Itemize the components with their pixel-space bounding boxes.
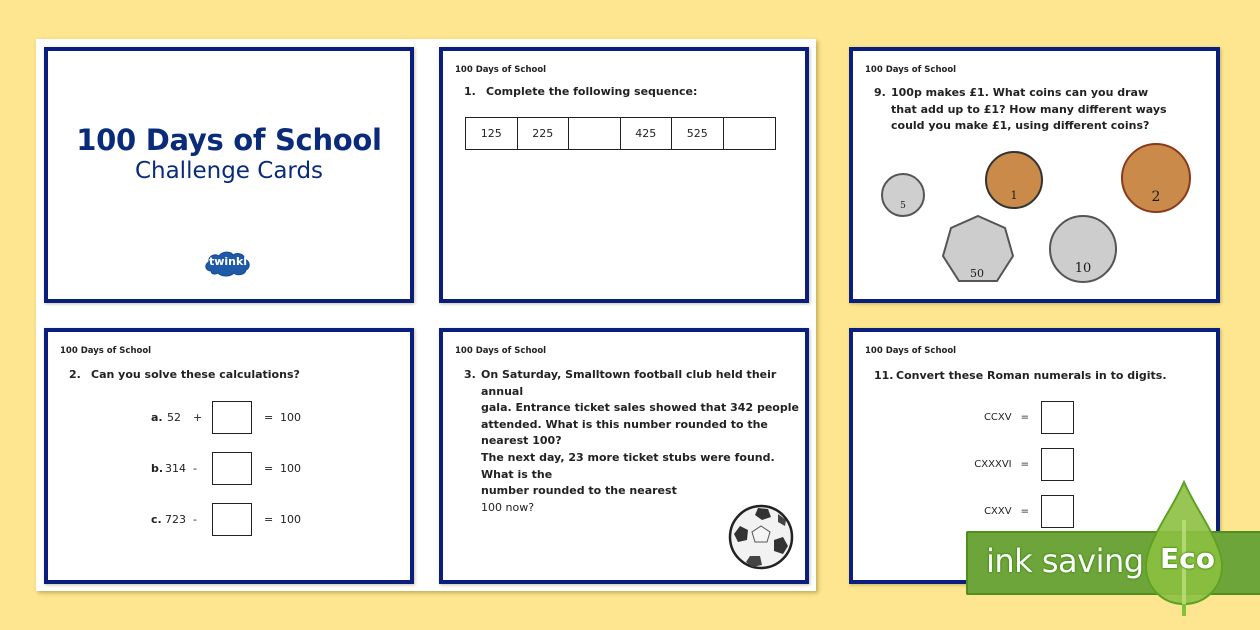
coin-1p-icon [985,151,1043,209]
answer-box[interactable] [1041,495,1074,528]
card-header: 100 Days of School [865,346,957,356]
sequence-cell-blank[interactable] [724,118,776,149]
logo-text: twinkl [208,255,248,268]
row-result: 100 [280,462,301,475]
text-line: 100 now? [481,500,535,514]
sequence-cell: 425 [621,118,673,149]
row-label: b. [151,462,164,475]
coin-5p-icon [881,173,925,217]
row-operand: 52 [167,411,181,424]
coin-value: 10 [1074,261,1092,276]
roman-row-3 [984,495,1074,528]
text-line: On Saturday, Smalltown football club held their annual [481,368,777,398]
question-9-text [891,85,1211,135]
card-header: 100 Days of School [60,346,152,356]
coin-value-50: 50 [970,267,984,280]
question-3-text [481,367,811,450]
roman-equals: = [1020,459,1029,470]
coin-value: 2 [1151,189,1161,205]
question-text: Complete the following sequence: [486,85,698,98]
answer-box[interactable] [212,452,252,485]
question-1 [464,84,697,101]
answer-box[interactable] [1041,448,1074,481]
card-header: 100 Days of School [455,346,547,356]
roman-equals: = [1020,412,1029,423]
row-equals: = [264,513,274,526]
challenge-card-9 [849,47,1220,303]
text-line: The next day, 23 more ticket stubs were found. What is the [481,451,775,481]
question-11 [874,368,1167,385]
eco-label: Eco [1160,542,1215,575]
roman-row-1 [984,401,1074,434]
ink-saving-label: ink saving [986,542,1144,580]
coin-10p-icon [1049,215,1117,283]
sequence-cell: 125 [466,118,518,149]
roman-row-2 [974,448,1074,481]
card-header: 100 Days of School [865,65,957,75]
text-line: that add up to £1? How many different ways [891,102,1167,116]
sequence-boxes [465,117,776,150]
row-label: a. [151,411,163,424]
question-number: 1. [464,85,476,98]
answer-box[interactable] [1041,401,1074,434]
roman-numeral: CCXV [983,412,1012,423]
calc-row-b [151,452,301,485]
row-operator: + [193,411,203,424]
row-operator: - [193,462,197,475]
question-3-number: 3. [464,368,476,381]
row-equals: = [264,462,274,475]
text-line: number rounded to the nearest [481,484,677,497]
cover-subtitle: Challenge Cards [134,158,324,184]
row-label: c. [151,513,162,526]
question-2 [69,367,300,384]
row-equals: = [264,411,274,424]
calc-row-c [151,503,301,536]
challenge-card-1 [439,47,809,303]
question-text: Can you solve these calculations? [91,368,300,381]
cover-title: 100 Days of School [76,123,382,157]
challenge-card-2 [44,328,414,584]
question-number: 2. [69,368,81,381]
sequence-cell: 525 [672,118,724,149]
answer-box[interactable] [212,401,252,434]
text-line: attended. What is this number rounded to the nearest 100? [481,417,768,447]
football-icon [728,504,794,570]
row-operand: 314 [165,462,186,475]
cover-card [44,47,414,303]
question-text: Convert these Roman numerals in to digits. [896,369,1167,382]
row-operator: - [193,513,197,526]
text-line: 100p makes £1. What coins can you draw [891,86,1149,99]
answer-box[interactable] [212,503,252,536]
roman-numeral: CXXV [984,506,1012,517]
challenge-card-3 [439,328,809,584]
row-result: 100 [280,411,301,424]
twinkl-logo [203,249,253,277]
text-line: could you make £1, using different coins? [891,119,1150,132]
row-result: 100 [280,513,301,526]
question-number: 11. [874,369,894,382]
question-9-number: 9. [874,86,886,99]
roman-numeral: CXXXVI [974,459,1012,470]
calc-row-a [151,401,301,434]
coin-value: 1 [1010,189,1018,202]
text-line: gala. Entrance ticket sales showed that 342 people [481,401,799,414]
coin-value: 5 [900,201,906,211]
card-header: 100 Days of School [455,65,547,75]
row-operand: 723 [165,513,186,526]
sequence-cell: 225 [518,118,570,149]
roman-equals: = [1020,506,1029,517]
sequence-cell-blank[interactable] [569,118,621,149]
coin-2p-icon [1121,143,1191,213]
